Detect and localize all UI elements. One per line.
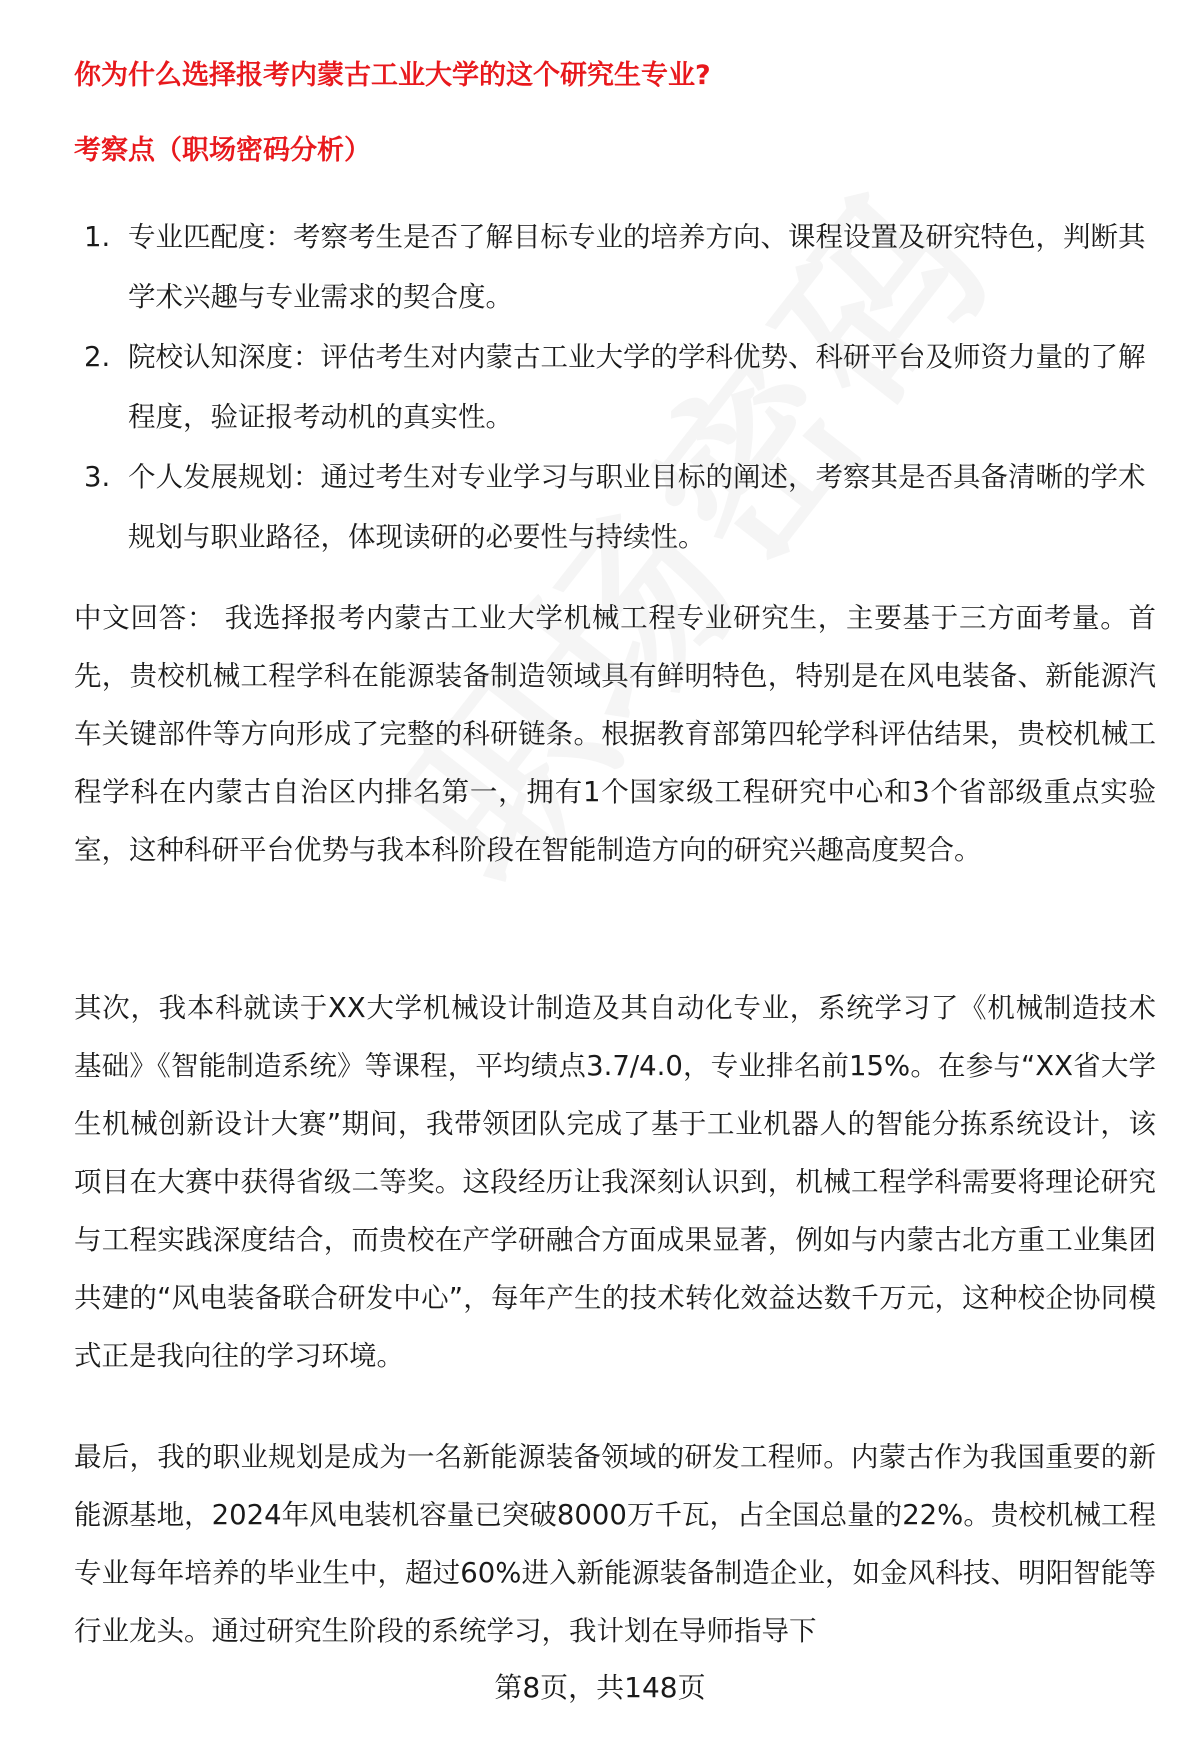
list-item-text: 个人发展规划：通过考生对专业学习与职业目标的阐述，考察其是否具备清晰的学术规划与职业路径，体现读研的必要性与持续性。	[128, 461, 1146, 553]
page-title: 你为什么选择报考内蒙古工业大学的这个研究生专业?	[74, 60, 711, 91]
answer-paragraph-2: 其次，我本科就读于XX大学机械设计制造及其自动化专业，系统学习了《机械制造技术基础》《智能制造系统》等课程，平均绩点3.7/4.0，专业排名前15%。在参与“XX省大学生机械创新设计大赛”期间，我带领团队完成了基于工业机器人的智能分拣系统设计，该项目在大赛中获得省级二等奖。这段经历让我深刻认识到，机械工程学科需要将理论研究与工程实践深度结合，而贵校在产学研融合方面成果显著，例如与内蒙古北方重工业集团共建的“风电装备联合研发中心”，每年产生的技术转化效益达数千万元，这种校企协同模式正是我向往的学习环境。	[74, 992, 1156, 1372]
list-item	[74, 207, 1154, 327]
section-subtitle: 考察点（职场密码分析）	[74, 135, 371, 166]
list-item-number: 2.	[84, 341, 111, 373]
answer-paragraph-1: 中文回答： 我选择报考内蒙古工业大学机械工程专业研究生，主要基于三方面考量。首先，贵校机械工程学科在能源装备制造领域具有鲜明特色，特别是在风电装备、新能源汽车关键部件等方向形成了完整的科研链条。根据教育部第四轮学科评估结果，贵校机械工程学科在内蒙古自治区内排名第一，拥有1个国家级工程研究中心和3个省部级重点实验室，这种科研平台优势与我本科阶段在智能制造方向的研究兴趣高度契合。	[74, 602, 1156, 866]
list-item-number: 3.	[84, 461, 111, 493]
list-item	[74, 327, 1154, 447]
answer-paragraph-3: 最后，我的职业规划是成为一名新能源装备领域的研发工程师。内蒙古作为我国重要的新能源基地，2024年风电装机容量已突破8000万千瓦，占全国总量的22%。贵校机械工程专业每年培养的毕业生中，超过60%进入新能源装备制造企业，如金风科技、明阳智能等行业龙头。通过研究生阶段的系统学习，我计划在导师指导下	[74, 1441, 1156, 1647]
list-item	[74, 447, 1154, 567]
assessment-points-list	[74, 207, 1154, 567]
list-item-text: 院校认知深度：评估考生对内蒙古工业大学的学科优势、科研平台及师资力量的了解程度，验证报考动机的真实性。	[128, 341, 1146, 433]
list-item-number: 1.	[84, 221, 111, 253]
list-item-text: 专业匹配度：考察考生是否了解目标专业的培养方向、课程设置及研究特色，判断其学术兴趣与专业需求的契合度。	[128, 221, 1146, 313]
page-footer: 第8页，共148页	[494, 1671, 706, 1704]
